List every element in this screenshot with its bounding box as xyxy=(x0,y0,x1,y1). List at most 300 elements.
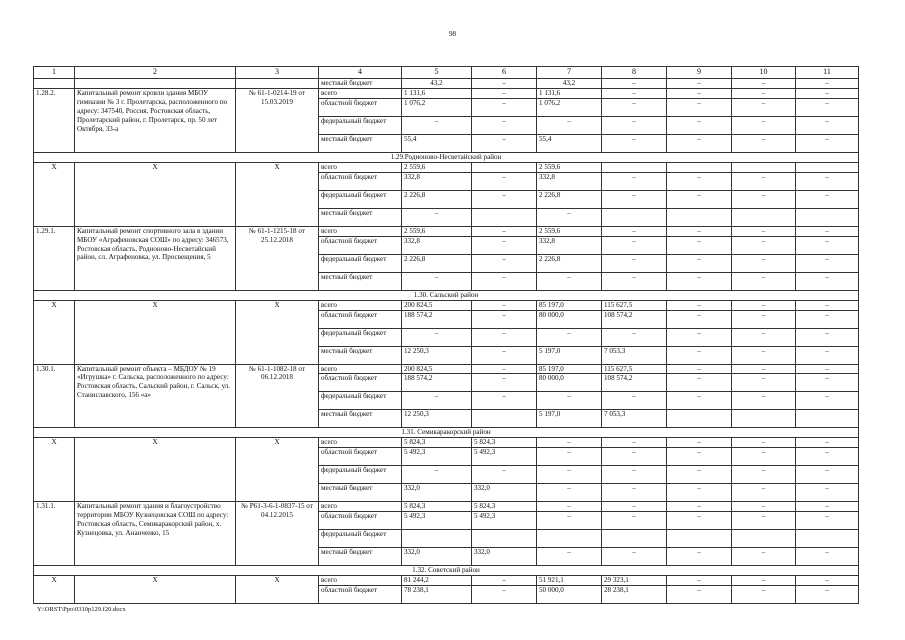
amount-cell: – xyxy=(796,484,859,502)
amount-cell xyxy=(796,208,859,226)
amount-cell: – xyxy=(667,364,732,374)
amount-cell: – xyxy=(472,328,537,346)
amount-cell: – xyxy=(667,236,732,254)
document-number: № 61-1-0214-19 от 15.03.2019 xyxy=(236,88,319,152)
amount-cell: 115 627,5 xyxy=(602,300,667,310)
file-path-footer: Y:\ORST\Ppo\0310p129.f20.docx xyxy=(37,606,126,613)
table-row xyxy=(34,88,859,98)
amount-cell xyxy=(472,162,537,172)
funding-source: всего xyxy=(319,300,402,310)
amount-cell: – xyxy=(602,548,667,566)
amount-cell xyxy=(602,530,667,548)
amount-cell: 2 559,6 xyxy=(537,226,602,236)
amount-cell: – xyxy=(602,512,667,530)
amount-cell: 200 824,5 xyxy=(402,300,472,310)
table-cell: – xyxy=(667,79,732,89)
amount-cell: 1 131,6 xyxy=(537,88,602,98)
table-cell: – xyxy=(472,79,537,89)
amount-cell: – xyxy=(667,548,732,566)
amount-cell: – xyxy=(602,190,667,208)
document-number: X xyxy=(236,162,319,226)
amount-cell: – xyxy=(602,502,667,512)
funding-source: федеральный бюджет xyxy=(319,116,402,134)
item-number: X xyxy=(34,162,75,226)
table-cell xyxy=(236,79,319,89)
amount-cell: – xyxy=(602,172,667,190)
amount-cell: – xyxy=(602,226,667,236)
amount-cell: – xyxy=(667,134,732,152)
column-header: 11 xyxy=(796,67,859,79)
amount-cell: 2 226,8 xyxy=(537,190,602,208)
item-name: Капитальный ремонт здания и благоустройство территории МБОУ Кузнецовская СОШ по адресу: Ростовская область, Семикаракорский район, х. Кузнецовка, ул. Ананченко, 15 xyxy=(75,502,236,566)
funding-source: местный бюджет xyxy=(319,346,402,364)
funding-source: местный бюджет xyxy=(319,484,402,502)
amount-cell xyxy=(796,410,859,428)
amount-cell: – xyxy=(796,512,859,530)
amount-cell: – xyxy=(602,438,667,448)
amount-cell: 115 627,5 xyxy=(602,364,667,374)
amount-cell: 85 197,0 xyxy=(537,364,602,374)
amount-cell: – xyxy=(796,548,859,566)
amount-cell: – xyxy=(602,254,667,272)
amount-cell: – xyxy=(537,328,602,346)
funding-source: федеральный бюджет xyxy=(319,328,402,346)
amount-cell: – xyxy=(667,272,732,290)
amount-cell: – xyxy=(667,328,732,346)
column-header: 2 xyxy=(75,67,236,79)
amount-cell: – xyxy=(732,310,796,328)
amount-cell: – xyxy=(602,448,667,466)
amount-cell: 80 000,0 xyxy=(537,310,602,328)
amount-cell: – xyxy=(732,392,796,410)
amount-cell xyxy=(667,410,732,428)
amount-cell: – xyxy=(796,374,859,392)
amount-cell: – xyxy=(402,208,472,226)
amount-cell: 332,8 xyxy=(537,236,602,254)
amount-cell: – xyxy=(472,88,537,98)
amount-cell: 5 824,3 xyxy=(402,438,472,448)
amount-cell xyxy=(732,410,796,428)
item-number: 1.29.1. xyxy=(34,226,75,290)
amount-cell: – xyxy=(796,438,859,448)
amount-cell: 5 492,3 xyxy=(472,512,537,530)
amount-cell: – xyxy=(796,226,859,236)
amount-cell: 332,0 xyxy=(472,548,537,566)
amount-cell: 2 559,6 xyxy=(402,226,472,236)
amount-cell: – xyxy=(472,226,537,236)
table-row xyxy=(34,438,859,448)
section-title: 1.29.Родионово-Несветайский район xyxy=(34,152,859,162)
amount-cell: – xyxy=(667,88,732,98)
amount-cell: 7 053,3 xyxy=(602,410,667,428)
item-name: Капитальный ремонт спортивного зала в здании МБОУ «Аграфеновская СОШ» по адресу: 346573, Ростовская область, Родионово-Несветайский район, сл. Аграфеновка, ул. Просвещения, 5 xyxy=(75,226,236,290)
amount-cell: – xyxy=(537,548,602,566)
funding-source: федеральный бюджет xyxy=(319,190,402,208)
amount-cell: – xyxy=(732,98,796,116)
section-header-row xyxy=(34,152,859,162)
amount-cell: – xyxy=(796,502,859,512)
amount-cell: 7 053,3 xyxy=(602,346,667,364)
item-name: Капитальный ремонт кровли здания МБОУ гимназии № 3 г. Пролетарска, расположенного по адресу: 347540, Россия, Ростовская область, Пролетарский район, г. Пролетарск, пр. 50 лет Октября, 33-а xyxy=(75,88,236,152)
item-name: X xyxy=(75,300,236,364)
amount-cell: 78 238,1 xyxy=(402,586,472,604)
amount-cell xyxy=(537,530,602,548)
amount-cell: 332,8 xyxy=(402,172,472,190)
amount-cell: – xyxy=(537,272,602,290)
amount-cell: – xyxy=(796,172,859,190)
item-number: 1.28.2. xyxy=(34,88,75,152)
item-name: X xyxy=(75,162,236,226)
amount-cell: – xyxy=(537,208,602,226)
table-cell: – xyxy=(796,79,859,89)
amount-cell: – xyxy=(796,88,859,98)
amount-cell: – xyxy=(472,586,537,604)
amount-cell: – xyxy=(472,300,537,310)
document-number: № P61-3-6-1-0837-15 от 04.12.2015 xyxy=(236,502,319,566)
funding-source: всего xyxy=(319,88,402,98)
amount-cell: – xyxy=(472,374,537,392)
amount-cell xyxy=(732,208,796,226)
column-header: 10 xyxy=(732,67,796,79)
section-title: 1.31. Семикаракорский район xyxy=(34,428,859,438)
funding-source: всего xyxy=(319,364,402,374)
section-title: 1.30. Сальский район xyxy=(34,290,859,300)
document-number: X xyxy=(236,300,319,364)
amount-cell: – xyxy=(732,226,796,236)
budget-table xyxy=(33,66,859,604)
amount-cell: – xyxy=(732,576,796,586)
item-name: Капитальный ремонт объекта – МБДОУ № 19 «Игрушка» г. Сальска, расположенного по адресу: Ростовская область, Сальский район, г. Сальск, ул. Станиславского, 156 «а» xyxy=(75,364,236,428)
amount-cell: 2 559,6 xyxy=(537,162,602,172)
amount-cell: 5 824,3 xyxy=(472,502,537,512)
amount-cell: – xyxy=(602,392,667,410)
amount-cell: 5 492,3 xyxy=(472,448,537,466)
amount-cell: – xyxy=(732,438,796,448)
amount-cell: – xyxy=(667,346,732,364)
amount-cell: – xyxy=(537,484,602,502)
amount-cell: – xyxy=(732,466,796,484)
amount-cell xyxy=(732,530,796,548)
amount-cell: 81 244,2 xyxy=(402,576,472,586)
amount-cell: – xyxy=(796,190,859,208)
amount-cell: – xyxy=(472,190,537,208)
funding-source: местный бюджет xyxy=(319,208,402,226)
column-header: 6 xyxy=(472,67,537,79)
amount-cell: – xyxy=(667,466,732,484)
amount-cell: 5 492,3 xyxy=(402,512,472,530)
amount-cell: – xyxy=(732,190,796,208)
funding-source: областной бюджет xyxy=(319,512,402,530)
amount-cell: – xyxy=(472,576,537,586)
item-number: X xyxy=(34,438,75,502)
column-header: 1 xyxy=(34,67,75,79)
funding-source: областной бюджет xyxy=(319,172,402,190)
item-number: X xyxy=(34,576,75,604)
amount-cell: 5 824,3 xyxy=(472,438,537,448)
amount-cell: – xyxy=(472,98,537,116)
amount-cell: – xyxy=(796,328,859,346)
item-name: X xyxy=(75,438,236,502)
amount-cell xyxy=(472,410,537,428)
funding-source: всего xyxy=(319,576,402,586)
amount-cell: 28 238,1 xyxy=(602,586,667,604)
table-cell xyxy=(75,79,236,89)
amount-cell: – xyxy=(667,576,732,586)
amount-cell: – xyxy=(732,236,796,254)
table-row xyxy=(34,364,859,374)
table-cell: – xyxy=(732,79,796,89)
amount-cell: 5 197,0 xyxy=(537,346,602,364)
table-cell: – xyxy=(602,79,667,89)
amount-cell: – xyxy=(732,586,796,604)
amount-cell: – xyxy=(602,328,667,346)
amount-cell: – xyxy=(732,484,796,502)
amount-cell: 1 076,2 xyxy=(537,98,602,116)
amount-cell xyxy=(472,208,537,226)
amount-cell: – xyxy=(796,236,859,254)
amount-cell: – xyxy=(472,346,537,364)
amount-cell: – xyxy=(402,328,472,346)
amount-cell: – xyxy=(667,98,732,116)
column-header: 5 xyxy=(402,67,472,79)
amount-cell: – xyxy=(667,502,732,512)
funding-source: всего xyxy=(319,502,402,512)
amount-cell: 51 921,1 xyxy=(537,576,602,586)
amount-cell: – xyxy=(667,190,732,208)
column-header: 8 xyxy=(602,67,667,79)
amount-cell: 2 226,8 xyxy=(402,254,472,272)
amount-cell: – xyxy=(667,448,732,466)
amount-cell: 1 131,6 xyxy=(402,88,472,98)
funding-source: федеральный бюджет xyxy=(319,392,402,410)
amount-cell: 188 574,2 xyxy=(402,374,472,392)
amount-cell: – xyxy=(537,466,602,484)
document-number: № 61-1-1215-18 от 25.12.2018 xyxy=(236,226,319,290)
amount-cell: 55,4 xyxy=(537,134,602,152)
amount-cell: – xyxy=(602,116,667,134)
amount-cell: – xyxy=(537,116,602,134)
amount-cell: – xyxy=(667,172,732,190)
amount-cell: – xyxy=(472,172,537,190)
amount-cell: – xyxy=(732,448,796,466)
amount-cell: – xyxy=(796,98,859,116)
amount-cell: – xyxy=(796,310,859,328)
amount-cell: 50 000,0 xyxy=(537,586,602,604)
amount-cell xyxy=(402,530,472,548)
amount-cell: – xyxy=(732,548,796,566)
amount-cell: – xyxy=(602,88,667,98)
funding-source: местный бюджет xyxy=(319,134,402,152)
funding-source: местный бюджет xyxy=(319,410,402,428)
page-number: 98 xyxy=(449,30,456,38)
amount-cell: 332,0 xyxy=(472,484,537,502)
document-number: X xyxy=(236,438,319,502)
amount-cell: – xyxy=(667,310,732,328)
amount-cell: 12 250,3 xyxy=(402,410,472,428)
amount-cell: 5 824,3 xyxy=(402,502,472,512)
funding-source: местный бюджет xyxy=(319,548,402,566)
amount-cell: – xyxy=(796,586,859,604)
amount-cell: – xyxy=(667,300,732,310)
amount-cell: – xyxy=(732,512,796,530)
amount-cell: – xyxy=(402,272,472,290)
amount-cell: – xyxy=(796,448,859,466)
table-row xyxy=(34,576,859,586)
amount-cell: – xyxy=(667,484,732,502)
funding-source: федеральный бюджет xyxy=(319,466,402,484)
amount-cell: – xyxy=(402,392,472,410)
amount-cell: 108 574,2 xyxy=(602,310,667,328)
amount-cell: – xyxy=(472,364,537,374)
amount-cell xyxy=(732,162,796,172)
funding-source: областной бюджет xyxy=(319,310,402,328)
amount-cell xyxy=(472,530,537,548)
amount-cell: 332,8 xyxy=(402,236,472,254)
amount-cell: – xyxy=(732,364,796,374)
amount-cell: – xyxy=(732,88,796,98)
amount-cell: – xyxy=(796,254,859,272)
table-cell: 43,2 xyxy=(537,79,602,89)
amount-cell: 12 250,3 xyxy=(402,346,472,364)
document-number: X xyxy=(236,576,319,604)
amount-cell: – xyxy=(602,484,667,502)
column-header: 4 xyxy=(319,67,402,79)
amount-cell: – xyxy=(796,116,859,134)
amount-cell: 200 824,5 xyxy=(402,364,472,374)
item-number: 1.31.1. xyxy=(34,502,75,566)
amount-cell: – xyxy=(732,374,796,392)
amount-cell: – xyxy=(472,272,537,290)
table-cell: местный бюджет xyxy=(319,79,402,89)
amount-cell: – xyxy=(537,502,602,512)
table-cell: 43,2 xyxy=(402,79,472,89)
amount-cell: – xyxy=(796,300,859,310)
amount-cell: – xyxy=(732,272,796,290)
amount-cell: – xyxy=(402,116,472,134)
amount-cell: – xyxy=(537,448,602,466)
amount-cell: – xyxy=(602,98,667,116)
amount-cell xyxy=(667,530,732,548)
amount-cell: – xyxy=(796,134,859,152)
funding-source: областной бюджет xyxy=(319,448,402,466)
amount-cell: – xyxy=(732,254,796,272)
amount-cell: 188 574,2 xyxy=(402,310,472,328)
amount-cell: – xyxy=(796,364,859,374)
amount-cell xyxy=(602,208,667,226)
amount-cell: – xyxy=(602,236,667,254)
amount-cell: – xyxy=(537,512,602,530)
table-row xyxy=(34,162,859,172)
funding-source: областной бюджет xyxy=(319,98,402,116)
document-number: № 61-1-1082-18 от 06.12.2018 xyxy=(236,364,319,428)
amount-cell: – xyxy=(732,502,796,512)
funding-source: всего xyxy=(319,162,402,172)
table-row xyxy=(34,502,859,512)
amount-cell xyxy=(667,208,732,226)
amount-cell xyxy=(796,162,859,172)
amount-cell: – xyxy=(796,576,859,586)
table-cell xyxy=(34,79,75,89)
amount-cell: – xyxy=(667,586,732,604)
amount-cell: 332,0 xyxy=(402,484,472,502)
amount-cell: 2 226,8 xyxy=(537,254,602,272)
amount-cell: – xyxy=(667,254,732,272)
funding-source: областной бюджет xyxy=(319,374,402,392)
amount-cell: – xyxy=(667,226,732,236)
amount-cell: 80 000,0 xyxy=(537,374,602,392)
amount-cell: 29 323,1 xyxy=(602,576,667,586)
amount-cell: – xyxy=(732,346,796,364)
column-header: 3 xyxy=(236,67,319,79)
item-number: X xyxy=(34,300,75,364)
amount-cell: – xyxy=(472,310,537,328)
amount-cell: 85 197,0 xyxy=(537,300,602,310)
amount-cell xyxy=(796,530,859,548)
amount-cell: – xyxy=(667,116,732,134)
amount-cell: 332,0 xyxy=(402,548,472,566)
amount-cell: – xyxy=(602,272,667,290)
amount-cell: – xyxy=(732,134,796,152)
funding-source: областной бюджет xyxy=(319,586,402,604)
amount-cell: – xyxy=(667,438,732,448)
amount-cell: – xyxy=(796,466,859,484)
section-header-row xyxy=(34,290,859,300)
amount-cell xyxy=(602,162,667,172)
amount-cell: 5 197,0 xyxy=(537,410,602,428)
amount-cell: – xyxy=(796,272,859,290)
amount-cell: 2 559,6 xyxy=(402,162,472,172)
amount-cell: – xyxy=(602,134,667,152)
amount-cell: – xyxy=(602,466,667,484)
funding-source: всего xyxy=(319,438,402,448)
amount-cell: – xyxy=(472,236,537,254)
amount-cell: – xyxy=(472,254,537,272)
amount-cell: – xyxy=(796,346,859,364)
amount-cell: 55,4 xyxy=(402,134,472,152)
amount-cell: – xyxy=(537,438,602,448)
column-header-row xyxy=(34,67,859,79)
amount-cell: – xyxy=(732,328,796,346)
amount-cell: – xyxy=(667,392,732,410)
amount-cell: – xyxy=(472,392,537,410)
amount-cell xyxy=(667,162,732,172)
amount-cell: – xyxy=(732,172,796,190)
item-name: X xyxy=(75,576,236,604)
funding-source: федеральный бюджет xyxy=(319,254,402,272)
amount-cell: 1 076,2 xyxy=(402,98,472,116)
item-number: 1.30.1. xyxy=(34,364,75,428)
funding-source: всего xyxy=(319,226,402,236)
amount-cell: – xyxy=(796,392,859,410)
section-header-row xyxy=(34,428,859,438)
column-header: 9 xyxy=(667,67,732,79)
amount-cell: – xyxy=(667,374,732,392)
amount-cell: – xyxy=(472,466,537,484)
section-title: 1.32. Советский район xyxy=(34,566,859,576)
column-header: 7 xyxy=(537,67,602,79)
table-row xyxy=(34,79,859,89)
amount-cell: – xyxy=(732,116,796,134)
amount-cell: 5 492,3 xyxy=(402,448,472,466)
amount-cell: – xyxy=(472,116,537,134)
funding-source: федеральный бюджет xyxy=(319,530,402,548)
amount-cell: 2 226,8 xyxy=(402,190,472,208)
amount-cell: – xyxy=(472,134,537,152)
funding-source: местный бюджет xyxy=(319,272,402,290)
amount-cell: 332,8 xyxy=(537,172,602,190)
amount-cell: – xyxy=(402,466,472,484)
funding-source: областной бюджет xyxy=(319,236,402,254)
